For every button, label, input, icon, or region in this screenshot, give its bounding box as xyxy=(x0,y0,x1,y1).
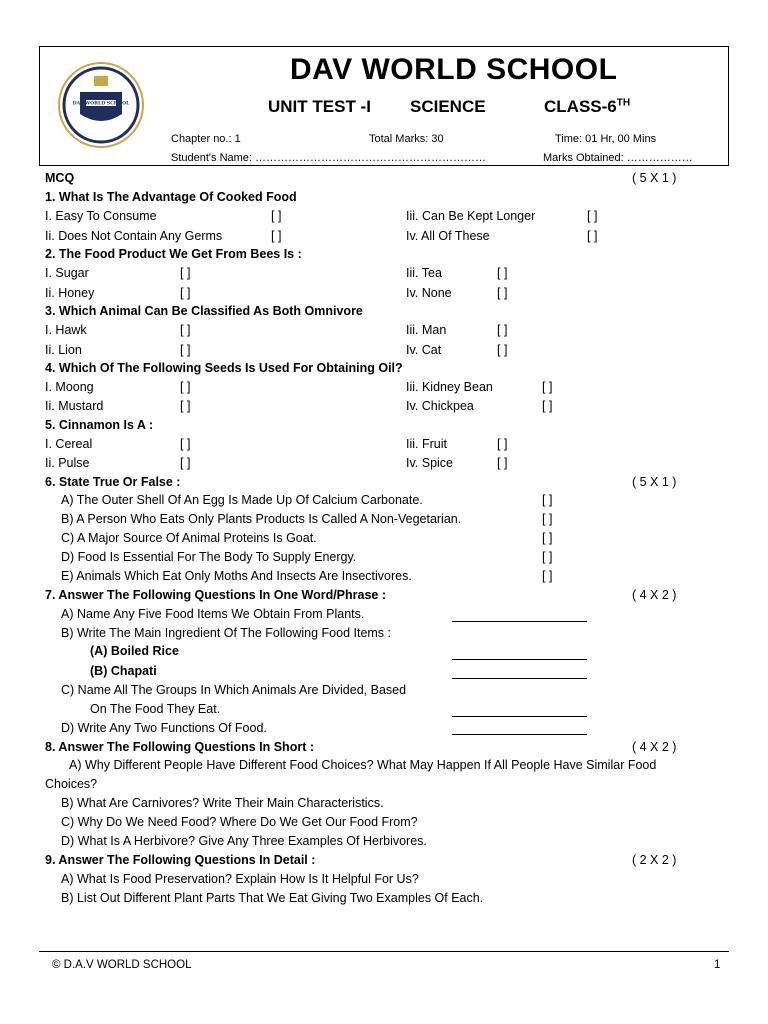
mcq-3-option-2: Ii. Lion xyxy=(45,343,82,357)
answer-bracket[interactable]: [ ] xyxy=(180,380,191,394)
short-c: C) Why Do We Need Food? Where Do We Get Our Food From? xyxy=(61,815,418,829)
answer-blank[interactable] xyxy=(452,733,587,735)
answer-blank[interactable] xyxy=(452,658,587,660)
footer-copyright: © D.A.V WORLD SCHOOL xyxy=(52,959,192,971)
answer-bracket[interactable]: [ ] xyxy=(180,343,191,357)
mcq-3-option-3: Iii. Man xyxy=(406,323,447,337)
mcq-4-option-2: Ii. Mustard xyxy=(45,399,104,413)
answer-bracket[interactable]: [ ] xyxy=(542,512,553,526)
svg-text:DAV WORLD SCHOOL: DAV WORLD SCHOOL xyxy=(72,101,130,107)
oneword-heading: 7. Answer The Following Questions In One Word/Phrase : xyxy=(45,588,387,602)
answer-bracket[interactable]: [ ] xyxy=(587,229,598,243)
answer-bracket[interactable]: [ ] xyxy=(587,209,598,223)
oneword-a: A) Name Any Five Food Items We Obtain From Plants. xyxy=(61,607,365,621)
mcq-question-5: 5. Cinnamon Is A : xyxy=(45,418,154,432)
mcq-question-4: 4. Which Of The Following Seeds Is Used For Obtaining Oil? xyxy=(45,361,403,375)
school-logo xyxy=(58,62,144,148)
answer-bracket[interactable]: [ ] xyxy=(180,456,191,470)
answer-bracket[interactable]: [ ] xyxy=(497,286,508,300)
time-allowed: Time: 01 Hr, 00 Mins xyxy=(555,133,657,145)
oneword-b2: (B) Chapati xyxy=(90,664,157,678)
subject: SCIENCE xyxy=(410,97,486,116)
answer-bracket[interactable]: [ ] xyxy=(180,286,191,300)
tf-item-a: A) The Outer Shell Of An Egg Is Made Up Of Calcium Carbonate. xyxy=(61,493,423,507)
oneword-b1: (A) Boiled Rice xyxy=(90,644,179,658)
mcq-3-option-4: Iv. Cat xyxy=(406,343,442,357)
answer-bracket[interactable]: [ ] xyxy=(542,569,553,583)
footer-divider xyxy=(39,951,729,952)
answer-bracket[interactable]: [ ] xyxy=(542,380,553,394)
mcq-4-option-4: Iv. Chickpea xyxy=(406,399,474,413)
detail-b: B) List Out Different Plant Parts That We Eat Giving Two Examples Of Each. xyxy=(61,891,484,905)
short-a-line1: A) Why Different People Have Different Food Choices? What May Happen If All People Have Similar Food xyxy=(69,758,657,772)
test-name: UNIT TEST -I xyxy=(268,97,371,116)
answer-bracket[interactable]: [ ] xyxy=(542,493,553,507)
tf-item-d: D) Food Is Essential For The Body To Supply Energy. xyxy=(61,550,357,564)
mcq-2-option-4: Iv. None xyxy=(406,286,452,300)
marks-obtained-field[interactable]: Marks Obtained: ……………… xyxy=(543,152,693,164)
short-heading: 8. Answer The Following Questions In Short : xyxy=(45,740,314,754)
mcq-5-option-4: Iv. Spice xyxy=(406,456,454,470)
mcq-1-option-1: I. Easy To Consume xyxy=(45,209,157,223)
mcq-5-option-2: Ii. Pulse xyxy=(45,456,90,470)
answer-bracket[interactable]: [ ] xyxy=(497,266,508,280)
mcq-heading: MCQ xyxy=(45,171,75,185)
tf-item-c: C) A Major Source Of Animal Proteins Is Goat. xyxy=(61,531,317,545)
detail-marks: ( 2 X 2 ) xyxy=(632,853,677,867)
mcq-1-option-2: Ii. Does Not Contain Any Germs xyxy=(45,229,223,243)
answer-bracket[interactable]: [ ] xyxy=(542,399,553,413)
detail-heading: 9. Answer The Following Questions In Detail : xyxy=(45,853,316,867)
answer-bracket[interactable]: [ ] xyxy=(180,437,191,451)
header-box xyxy=(39,46,729,166)
answer-bracket[interactable]: [ ] xyxy=(271,229,282,243)
mcq-3-option-1: I. Hawk xyxy=(45,323,87,337)
short-b: B) What Are Carnivores? Write Their Main Characteristics. xyxy=(61,796,384,810)
answer-bracket[interactable]: [ ] xyxy=(497,323,508,337)
mcq-2-option-1: I. Sugar xyxy=(45,266,89,280)
answer-bracket[interactable]: [ ] xyxy=(542,550,553,564)
oneword-marks: ( 4 X 2 ) xyxy=(632,588,677,602)
short-a-line2: Choices? xyxy=(45,777,98,791)
answer-bracket[interactable]: [ ] xyxy=(497,437,508,451)
tf-item-b: B) A Person Who Eats Only Plants Products Is Called A Non-Vegetarian. xyxy=(61,512,462,526)
answer-bracket[interactable]: [ ] xyxy=(180,399,191,413)
answer-bracket[interactable]: [ ] xyxy=(271,209,282,223)
mcq-5-option-1: I. Cereal xyxy=(45,437,93,451)
mcq-marks: ( 5 X 1 ) xyxy=(632,171,677,185)
answer-bracket[interactable]: [ ] xyxy=(542,531,553,545)
oneword-c2: On The Food They Eat. xyxy=(90,702,221,716)
answer-bracket[interactable]: [ ] xyxy=(180,266,191,280)
answer-blank[interactable] xyxy=(452,620,587,622)
mcq-5-option-3: Iii. Fruit xyxy=(406,437,447,451)
tf-heading: 6. State True Or False : xyxy=(45,475,181,489)
mcq-2-option-3: Iii. Tea xyxy=(406,266,442,280)
mcq-question-3: 3. Which Animal Can Be Classified As Both Omnivore xyxy=(45,304,363,318)
answer-bracket[interactable]: [ ] xyxy=(180,323,191,337)
mcq-4-option-3: Iii. Kidney Bean xyxy=(406,380,493,394)
answer-blank[interactable] xyxy=(452,677,587,679)
oneword-c1: C) Name All The Groups In Which Animals Are Divided, Based xyxy=(61,683,407,697)
mcq-question-2: 2. The Food Product We Get From Bees Is : xyxy=(45,247,302,261)
total-marks: Total Marks: 30 xyxy=(369,133,444,145)
chapter-no: Chapter no.: 1 xyxy=(171,133,241,145)
school-title: DAV WORLD SCHOOL xyxy=(290,53,618,86)
answer-blank[interactable] xyxy=(452,715,587,717)
short-d: D) What Is A Herbivore? Give Any Three Examples Of Herbivores. xyxy=(61,834,427,848)
answer-bracket[interactable]: [ ] xyxy=(497,456,508,470)
student-name-field[interactable]: Student's Name: ……………………………………………………… xyxy=(171,152,487,164)
answer-bracket[interactable]: [ ] xyxy=(497,343,508,357)
tf-item-e: E) Animals Which Eat Only Moths And Insects Are Insectivores. xyxy=(61,569,412,583)
detail-a: A) What Is Food Preservation? Explain How Is It Helpful For Us? xyxy=(61,872,419,886)
oneword-d: D) Write Any Two Functions Of Food. xyxy=(61,721,267,735)
tf-marks: ( 5 X 1 ) xyxy=(632,475,677,489)
short-marks: ( 4 X 2 ) xyxy=(632,740,677,754)
mcq-question-1: 1. What Is The Advantage Of Cooked Food xyxy=(45,190,297,204)
mcq-1-option-3: Iii. Can Be Kept Longer xyxy=(406,209,536,223)
mcq-2-option-2: Ii. Honey xyxy=(45,286,95,300)
class-label: CLASS-6TH xyxy=(544,97,631,116)
mcq-4-option-1: I. Moong xyxy=(45,380,94,394)
oneword-b: B) Write The Main Ingredient Of The Following Food Items : xyxy=(61,626,392,640)
mcq-1-option-4: Iv. All Of These xyxy=(406,229,490,243)
page-number: 1 xyxy=(714,959,721,971)
